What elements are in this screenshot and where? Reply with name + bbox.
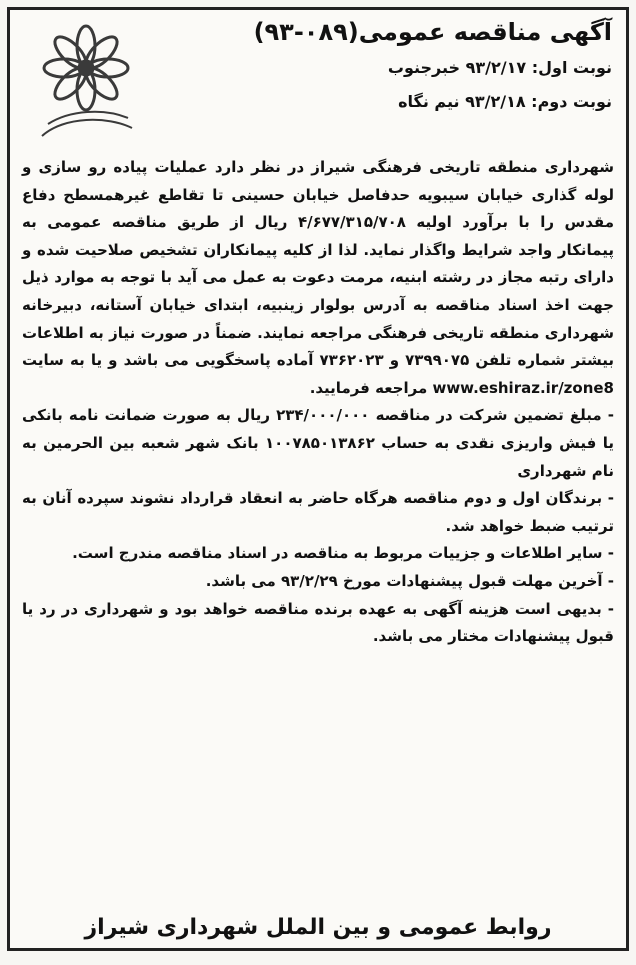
public-relations-signature: روابط عمومی و بین الملل شهرداری شیراز (84, 915, 552, 940)
first-publication: نوبت اول: ۹۳/۲/۱۷ خبرجنوب (387, 58, 612, 77)
condition-item: - سایر اطلاعات و جزییات مربوط به مناقصه در اسناد مناقصه مندرج است. (72, 544, 614, 563)
notice-body (22, 154, 614, 651)
url-suffix: مراجعه فرمایید. (309, 378, 428, 397)
condition-item: - آخرین مهلت قبول پیشنهادات مورخ ۹۳/۲/۲۹ می باشد. (205, 571, 614, 590)
second-publication: نوبت دوم: ۹۳/۲/۱۸ نیم نگاه (398, 92, 612, 111)
flower-emblem-icon (24, 24, 148, 148)
notice-header (10, 10, 626, 152)
intro-paragraph (22, 154, 614, 402)
condition-item: - برندگان اول و دوم مناقصه هرگاه حاضر به انعقاد قرارداد نشوند سپرده آنان به ترتیب ضبط خواهد شد. (22, 489, 614, 535)
tender-notice (7, 7, 629, 951)
notice-title: آگهی مناقصه عمومی(۰۸۹-۹۳) (253, 18, 612, 46)
condition-item: - بدیهی است هزینه آگهی به عهده برنده مناقصه خواهد بود و شهرداری در رد یا قبول پیشنهادات مختار می باشد. (22, 599, 614, 646)
condition-item: - مبلغ تضمین شرکت در مناقصه ۲۳۴/۰۰۰/۰۰۰ ریال به صورت ضمانت نامه بانکی یا فیش واریزی نقدی به حساب ۱۰۰۷۸۵۰۱۳۸۶۲ بانک شهر شعبه بین الحرمین به نام شهرداری (22, 406, 614, 480)
shiraz-municipality-logo (24, 24, 148, 148)
website-link[interactable]: www.eshiraz.ir/zone8 (432, 378, 614, 397)
intro-text: شهرداری منطقه تاریخی فرهنگی شیراز در نظر دارد عملیات پیاده رو سازی و لوله گذاری خیابان سیبویه حدفاصل خیابان حسینی تا تقاطع غیرهمسطح دفاع مقدس را با برآورد اولیه ۴/۶۷۷/۳۱۵/۷۰۸ ریال از طریق مناقصه عمومی به پیمانکار واجد شرایط واگذار نماید. لذا از کلیه پیمانکاران تشخیص صلاحیت شده و دارای رتبه مجاز در رشته ابنیه، مرمت دعوت به عمل می آید با توجه به موارد ذیل جهت اخذ اسناد مناقصه به آدرس بولوار زینبیه، ابتدای خیابان آستانه، دبیرخانه شهرداری منطقه تاریخی فرهنگی مراجعه نمایند. ضمناً در صورت نیاز به اطلاعات بیشتر شماره تلفن ۷۳۹۹۰۷۵ و ۷۳۶۲۰۲۳ آماده پاسخگویی می باشد و یا به سایت (22, 158, 614, 370)
